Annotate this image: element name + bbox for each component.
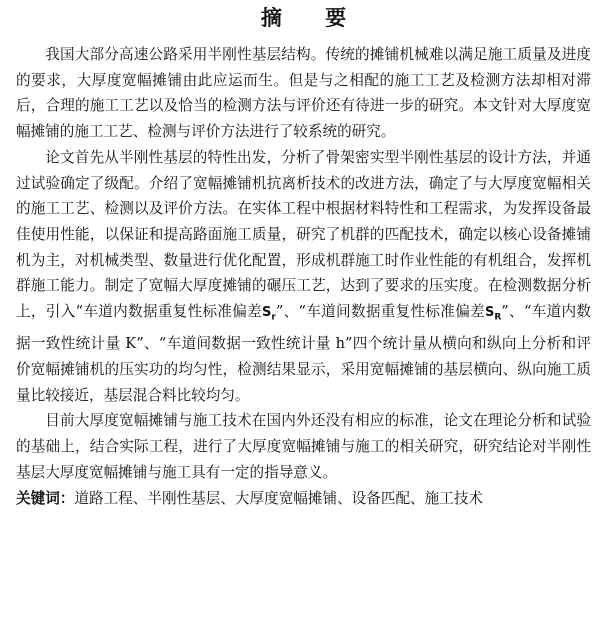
symbol-s-r: $S_r$	[262, 305, 276, 323]
abstract-title: 摘 要	[260, 6, 365, 30]
abstract-paragraph-1: 我国大部分高速公路采用半刚性基层结构。传统的摊铺机械难以满足施工质量及进度的要求，大厚度宽幅摊铺由此应运而生。但是与之相配的施工工艺及检测方法却相对滞后，合理的施工工艺以及恰当的检测方法与评价还有待进一步的研究。本文针对大厚度宽幅摊铺的施工工艺、检测与评价方法进行了较系统的研究。	[16, 46, 591, 141]
abstract-paragraph-2	[16, 145, 591, 409]
abstract-paragraph-3: 目前大厚度宽幅摊铺与施工技术在国内外还没有相应的标准，论文在理论分析和试验的基础上，结合实际工程，进行了大厚度宽幅摊铺与施工的相关研究，研究结论对半刚性基层大厚度宽幅摊铺与施工具有一定的指导意义。	[16, 412, 591, 481]
keywords-label: 关键词：	[16, 489, 75, 507]
paragraph-2-text-before: 论文首先从半刚性基层的特性出发，分析了骨架密实型半刚性基层的设计方法，并通过试验确定了级配。介绍了宽幅摊铺机抗离析技术的改进方法，确定了与大厚度宽幅相关的施工工艺、检测以及评价方法。在实体工程中根据材料特性和工程需求，为发挥设备最佳使用性能，以保证和提高路面施工质量，研究了机群的匹配技术，确定以核心设备摊铺机为主，对机械类型、数量进行优化配置，形成机群施工时作业性能的有机组合，发挥机群施工能力。制定了宽幅大厚度摊铺的碾压工艺，达到了要求的压实度。在检测数据分析上，引入“车道内数据重复性标准偏差	[16, 148, 591, 321]
keywords-line	[16, 486, 591, 512]
paragraph-2-text-middle: ”、“车道间数据重复性标准偏差	[275, 303, 485, 321]
abstract-page	[16, 0, 591, 511]
symbol-s-R: $S_R$	[484, 305, 502, 323]
paragraph-2-text-after: ”、“车道内数据一致性统计量 K”、“车道间数据一致性统计量 h”四个统计量从横向和纵向上分析和评价宽幅摊铺机的压实功的均匀性，检测结果显示，采用宽幅摊铺的基层横向、纵向施工质量比较接近，基层混合料比较均匀。	[16, 303, 591, 404]
keywords-text: 道路工程、半刚性基层、大厚度宽幅摊铺、设备匹配、施工技术	[74, 489, 484, 507]
